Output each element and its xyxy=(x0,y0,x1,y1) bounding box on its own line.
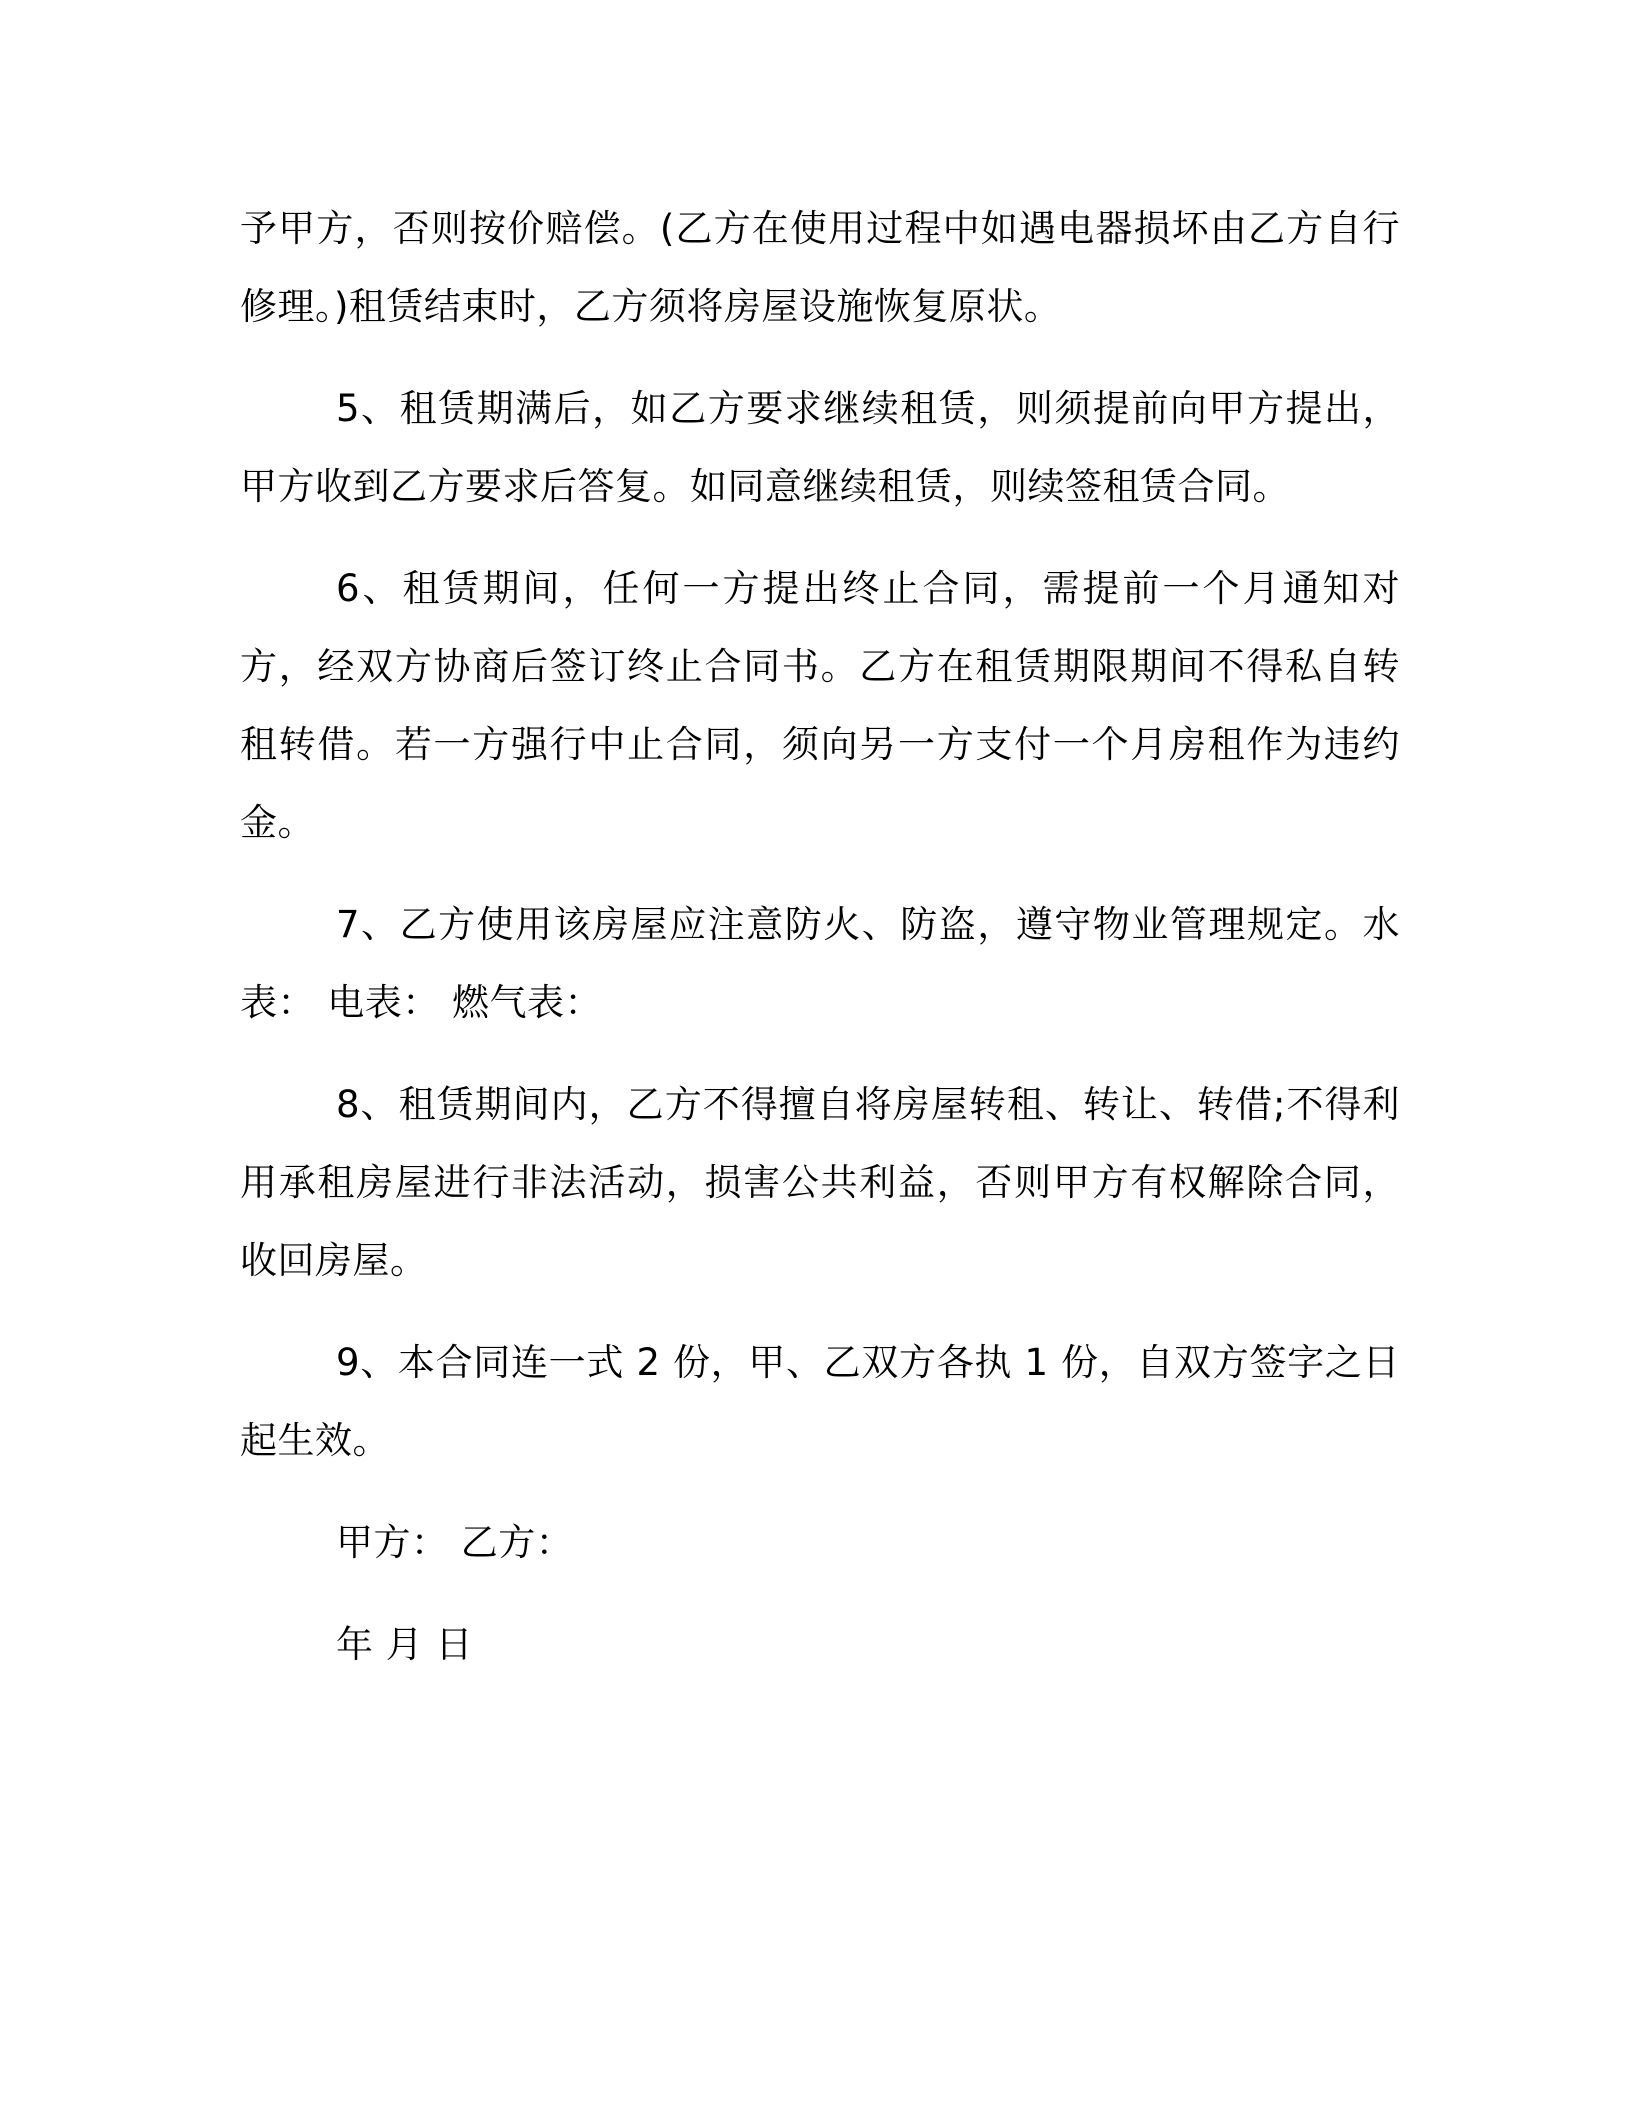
paragraph-continuation: 予甲方，否则按价赔偿。(乙方在使用过程中如遇电器损坏由乙方自行修理。)租赁结束时，乙方须将房屋设施恢复原状。 xyxy=(240,207,1400,328)
signature-line: 甲方： 乙方： xyxy=(336,1521,574,1564)
document-body xyxy=(240,190,1400,1708)
paragraph-clause-6: 6、租赁期间，任何一方提出终止合同，需提前一个月通知对方，经双方协商后签订终止合同书。乙方在租赁期限期间不得私自转租转借。若一方强行中止合同，须向另一方支付一个月房租作为违约金。 xyxy=(240,567,1400,844)
paragraph-clause-7: 7、乙方使用该房屋应注意防火、防盗，遵守物业管理规定。水表： 电表： 燃气表： xyxy=(240,903,1400,1024)
date-line: 年 月 日 xyxy=(336,1623,474,1666)
paragraph-clause-9: 9、本合同连一式 2 份，甲、乙双方各执 1 份，自双方签字之日起生效。 xyxy=(240,1341,1400,1462)
paragraph-clause-8: 8、租赁期间内，乙方不得擅自将房屋转租、转让、转借;不得利用承租房屋进行非法活动，损害公共利益，否则甲方有权解除合同，收回房屋。 xyxy=(240,1083,1400,1282)
paragraph-clause-5: 5、租赁期满后，如乙方要求继续租赁，则须提前向甲方提出，甲方收到乙方要求后答复。如同意继续租赁，则续签租赁合同。 xyxy=(240,387,1400,508)
